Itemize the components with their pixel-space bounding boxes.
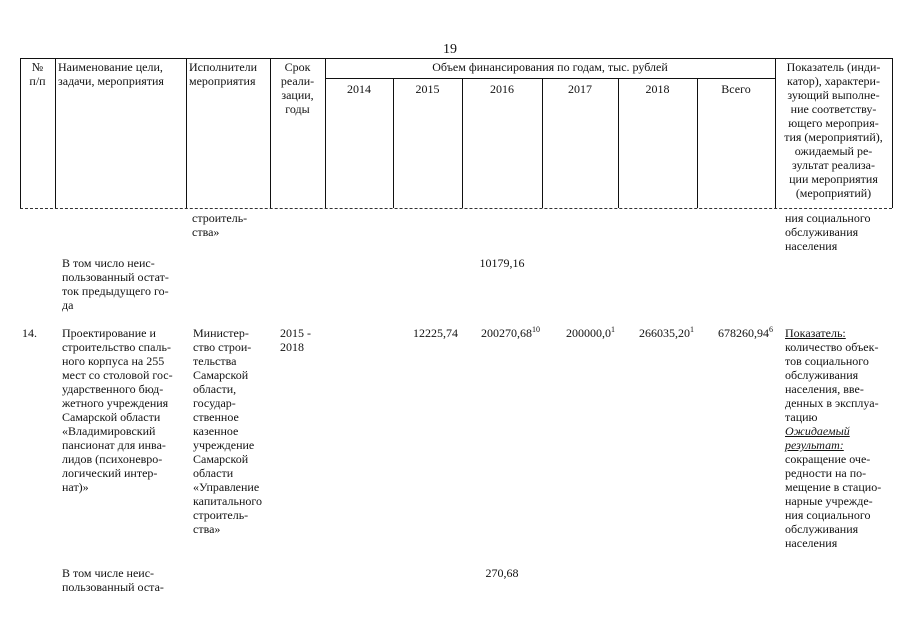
continuation-indicator: ния социального обслуживания населения [785,211,871,253]
remainder-1-value-2016: 10179,16 [479,256,525,270]
remainder-1-name: В том число неис- пользованный остат- ток предыдущего го- да [62,256,169,312]
row-14-name: Проектирование и строительство спаль- ного корпуса на 255 мест со столовой гос- ударственного бюд- жетного учреждения Самарской области «Владимировский пансионат для инва- лидов (психоневро- логический интер- нат)» [62,326,173,494]
col-border-5 [393,78,394,208]
table-top-border [20,58,892,59]
page-number: 19 [443,42,457,57]
row-14-term: 2015 - 2018 [280,326,311,354]
remainder-2-value-2016: 270,68 [485,566,519,580]
col-border-1 [55,58,56,208]
row-14-value-total: 678260,94$^6$ [718,325,773,340]
remainder-2-name: В том числе неис- пользованный оста- [62,566,164,594]
expected-result-label: Ожидаемый результат: [785,424,850,452]
col-border-8 [618,78,619,208]
row-14-value-2018: 266035,20$^1$ [639,325,694,340]
col-border-7 [542,78,543,208]
col-border-4 [325,58,326,208]
row-14-number: 14. [22,326,37,340]
row-14-value-2015: 12225,74 [413,326,458,340]
col-border-9 [697,78,698,208]
header-year-2014: 2014 [347,82,371,96]
header-name: Наименование цели, задачи, мероприятия [58,60,164,88]
row-14-executors: Министер- ство строи- тельства Самарской области, государ- ственное казенное учреждение Самарской области «Управление капитального строитель- ства» [193,326,262,536]
header-funding: Объем финансирования по годам, тыс. рублей [432,60,668,74]
col-border-11 [892,58,893,208]
header-term: Срок реали- зации, годы [280,60,315,116]
row-14-value-2016: 200270,68$^{10}$ [481,325,540,340]
header-year-2017: 2017 [568,82,592,96]
header-year-2015: 2015 [415,82,440,96]
header-indicator: Показатель (инди- катор), характери- зующий выполне- ние соответству- ющего мероприя- тия (мероприятий), ожидаемый ре- зультат реализа- ции мероприятия (мероприятий) [784,60,883,200]
header-num: № п/п [29,60,46,88]
header-year-2016: 2016 [490,82,514,96]
header-executors: Исполнители мероприятия [189,60,258,88]
continuation-executors: строитель- ства» [192,211,248,239]
header-total: Всего [721,82,751,96]
row-14-value-2017: 200000,0$^1$ [566,325,615,340]
col-border-2 [186,58,187,208]
header-year-2018: 2018 [645,82,670,96]
indicator-label: Показатель: [785,326,846,340]
header-bottom-border [20,208,892,209]
row-14-indicator: Показатель: количество объек- тов социального обслуживания населения, вве- денных в эксплуа- тацию Ожидаемый результат: сокращение оче- редности на по- мещение в стацио- нарные учрежде- ния социального обслуживания населения [785,326,893,550]
col-border-6 [462,78,463,208]
